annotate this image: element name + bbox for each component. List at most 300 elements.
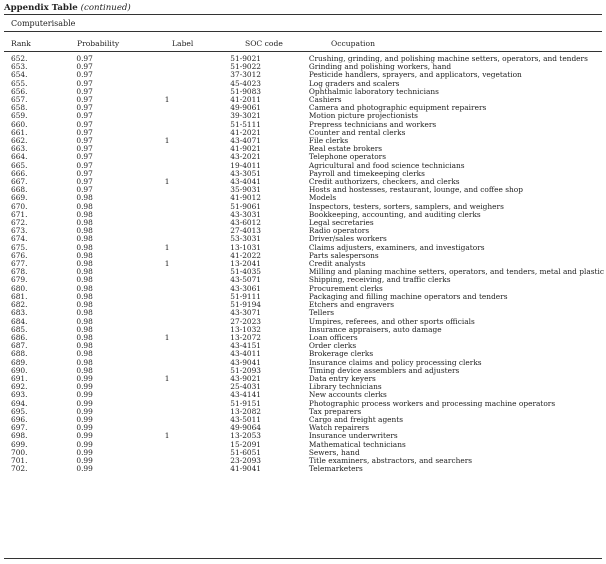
table-row bbox=[4, 449, 604, 457]
probability-cell: 0.98 bbox=[76, 300, 93, 310]
rank-cell: 661. bbox=[11, 127, 28, 137]
probability-cell: 0.99 bbox=[76, 455, 93, 465]
soc-code-cell: 43-5071 bbox=[230, 275, 262, 285]
table-row bbox=[4, 170, 604, 178]
probability-cell: 0.97 bbox=[76, 127, 93, 137]
occupation-cell: Ophthalmic laboratory technicians bbox=[308, 86, 439, 96]
occupation-cell: Watch repairers bbox=[308, 423, 370, 433]
soc-code-cell: 51-9151 bbox=[230, 398, 262, 408]
rank-cell: 698. bbox=[11, 431, 28, 441]
label-cell bbox=[161, 162, 231, 170]
table-row bbox=[4, 235, 604, 243]
soc-code-cell: 43-6012 bbox=[230, 218, 262, 228]
probability-cell: 0.98 bbox=[76, 193, 93, 203]
label-cell bbox=[161, 170, 231, 178]
occupation-cell: Models bbox=[308, 193, 337, 203]
rank-cell: 681. bbox=[11, 291, 28, 301]
rank-cell: 660. bbox=[11, 119, 28, 129]
label-cell bbox=[161, 424, 231, 432]
label-cell bbox=[161, 88, 231, 96]
probability-cell: 0.98 bbox=[76, 250, 93, 260]
label-cell bbox=[161, 342, 231, 350]
occupation-cell: Timing device assemblers and adjusters bbox=[308, 365, 460, 375]
label-cell bbox=[161, 186, 231, 194]
table-row bbox=[4, 145, 604, 153]
label-cell bbox=[161, 55, 231, 63]
label-cell: 1 bbox=[164, 259, 170, 269]
label-cell bbox=[161, 465, 231, 473]
label-cell: 1 bbox=[164, 242, 170, 252]
label-cell bbox=[161, 293, 231, 301]
table-row bbox=[4, 400, 604, 408]
rank-cell: 655. bbox=[11, 78, 28, 88]
header-rule bbox=[4, 51, 602, 52]
table-row bbox=[4, 137, 604, 145]
label-cell bbox=[161, 367, 231, 375]
table-row bbox=[4, 162, 604, 170]
rank-cell: 680. bbox=[11, 283, 28, 293]
table-row bbox=[4, 441, 604, 449]
probability-cell: 0.98 bbox=[76, 324, 93, 334]
occupation-cell: Claims adjusters, examiners, and investigators bbox=[308, 242, 485, 252]
appendix-table bbox=[4, 55, 604, 473]
soc-code-cell: 19-4011 bbox=[230, 160, 262, 170]
rank-cell: 690. bbox=[11, 365, 28, 375]
label-cell bbox=[161, 383, 231, 391]
table-row bbox=[4, 408, 604, 416]
table-row bbox=[4, 301, 604, 309]
table-row bbox=[4, 244, 604, 252]
occupation-cell: Mathematical technicians bbox=[308, 439, 406, 449]
probability-cell: 0.97 bbox=[76, 177, 93, 187]
table-row bbox=[4, 104, 604, 112]
probability-cell: 0.97 bbox=[76, 168, 93, 178]
rank-cell: 662. bbox=[11, 136, 28, 146]
table-row bbox=[4, 203, 604, 211]
rank-cell: 654. bbox=[11, 70, 28, 80]
rank-cell: 682. bbox=[11, 300, 28, 310]
soc-code-cell: 23-2093 bbox=[230, 455, 262, 465]
label-cell bbox=[161, 391, 231, 399]
occupation-cell: Title examiners, abstractors, and searchers bbox=[308, 455, 473, 465]
occupation-cell: Grinding and polishing workers, hand bbox=[308, 62, 452, 72]
table-title bbox=[4, 3, 131, 13]
rank-cell: 678. bbox=[11, 267, 28, 277]
probability-cell: 0.98 bbox=[76, 308, 93, 318]
soc-code-cell: 43-9041 bbox=[230, 357, 262, 367]
probability-cell: 0.97 bbox=[76, 54, 93, 63]
rank-cell: 689. bbox=[11, 357, 28, 367]
occupation-cell: Library technicians bbox=[308, 382, 382, 392]
probability-cell: 0.98 bbox=[76, 365, 93, 375]
label-cell bbox=[161, 235, 231, 243]
rank-cell: 672. bbox=[11, 218, 28, 228]
rank-cell: 675. bbox=[11, 242, 28, 252]
probability-cell: 0.98 bbox=[76, 275, 93, 285]
rank-cell: 657. bbox=[11, 95, 28, 105]
subtitle-rule bbox=[4, 31, 602, 32]
occupation-cell: Insurance appraisers, auto damage bbox=[308, 324, 442, 334]
soc-code-cell: 37-3012 bbox=[230, 70, 262, 80]
probability-cell: 0.97 bbox=[76, 152, 93, 162]
soc-code-cell: 25-4031 bbox=[230, 382, 262, 392]
table-row bbox=[4, 112, 604, 120]
soc-code-cell: 51-4035 bbox=[230, 267, 262, 277]
rank-cell: 652. bbox=[11, 54, 28, 63]
label-cell bbox=[161, 416, 231, 424]
soc-code-cell: 13-2053 bbox=[230, 431, 262, 441]
probability-cell: 0.99 bbox=[76, 390, 93, 400]
label-cell bbox=[161, 400, 231, 408]
label-cell: 1 bbox=[164, 373, 170, 383]
table-row bbox=[4, 424, 604, 432]
table-row bbox=[4, 129, 604, 137]
soc-code-cell: 41-9041 bbox=[230, 464, 262, 474]
soc-code-cell: 51-9111 bbox=[230, 291, 262, 301]
table-row bbox=[4, 211, 604, 219]
rank-cell: 700. bbox=[11, 447, 28, 457]
rank-cell: 664. bbox=[11, 152, 28, 162]
occupation-cell: New accounts clerks bbox=[308, 390, 387, 400]
occupation-cell: Credit authorizers, checkers, and clerks bbox=[308, 177, 460, 187]
soc-code-cell: 43-3051 bbox=[230, 168, 262, 178]
label-cell bbox=[161, 252, 231, 260]
soc-code-cell: 13-2041 bbox=[230, 259, 262, 269]
table-row bbox=[4, 71, 604, 79]
soc-code-cell: 39-3021 bbox=[230, 111, 262, 121]
label-cell bbox=[161, 408, 231, 416]
occupation-cell: Motion picture projectionists bbox=[308, 111, 418, 121]
rank-cell: 653. bbox=[11, 62, 28, 72]
occupation-cell: Milling and planing machine setters, operators, and tenders, metal and plastic bbox=[308, 267, 604, 277]
table-row bbox=[4, 252, 604, 260]
rank-cell: 692. bbox=[11, 382, 28, 392]
rank-cell: 699. bbox=[11, 439, 28, 449]
soc-code-cell: 43-3071 bbox=[230, 308, 262, 318]
table-row bbox=[4, 457, 604, 465]
label-cell bbox=[161, 449, 231, 457]
label-cell bbox=[161, 153, 231, 161]
table-row bbox=[4, 432, 604, 440]
label-cell bbox=[161, 457, 231, 465]
probability-cell: 0.99 bbox=[76, 406, 93, 416]
probability-cell: 0.97 bbox=[76, 160, 93, 170]
probability-cell: 0.97 bbox=[76, 95, 93, 105]
occupation-cell: Cashiers bbox=[308, 95, 342, 105]
probability-cell: 0.98 bbox=[76, 209, 93, 219]
soc-code-cell: 13-2082 bbox=[230, 406, 262, 416]
occupation-cell: Insurance claims and policy processing clerks bbox=[308, 357, 482, 367]
occupation-cell: Procurement clerks bbox=[308, 283, 383, 293]
occupation-cell: Hosts and hostesses, restaurant, lounge, and coffee shop bbox=[308, 185, 523, 195]
soc-code-cell: 49-9061 bbox=[230, 103, 262, 113]
probability-cell: 0.98 bbox=[76, 283, 93, 293]
section-subtitle: Computerisable bbox=[11, 19, 76, 28]
occupation-cell: Log graders and scalers bbox=[308, 78, 400, 88]
occupation-cell: Driver/sales workers bbox=[308, 234, 387, 244]
rank-cell: 702. bbox=[11, 464, 28, 474]
occupation-cell: Insurance underwriters bbox=[308, 431, 398, 441]
label-cell bbox=[161, 121, 231, 129]
top-rule bbox=[4, 14, 602, 15]
soc-code-cell: 51-2093 bbox=[230, 365, 262, 375]
label-cell bbox=[161, 441, 231, 449]
probability-cell: 0.99 bbox=[76, 423, 93, 433]
label-cell bbox=[161, 285, 231, 293]
rank-cell: 677. bbox=[11, 259, 28, 269]
probability-cell: 0.99 bbox=[76, 439, 93, 449]
probability-cell: 0.98 bbox=[76, 242, 93, 252]
label-cell: 1 bbox=[164, 332, 170, 342]
occupation-cell: Etchers and engravers bbox=[308, 300, 395, 310]
table-row bbox=[4, 375, 604, 383]
occupation-cell: Bookkeeping, accounting, and auditing clerks bbox=[308, 209, 481, 219]
probability-cell: 0.99 bbox=[76, 382, 93, 392]
occupation-cell: Shipping, receiving, and traffic clerks bbox=[308, 275, 451, 285]
table-row bbox=[4, 342, 604, 350]
table-row bbox=[4, 88, 604, 96]
header-soc-code: SOC code bbox=[245, 39, 283, 48]
soc-code-cell: 43-2021 bbox=[230, 152, 262, 162]
label-cell bbox=[161, 350, 231, 358]
table-row bbox=[4, 334, 604, 342]
header-rank: Rank bbox=[11, 39, 31, 48]
rank-cell: 693. bbox=[11, 390, 28, 400]
occupation-cell: Legal secretaries bbox=[308, 218, 374, 228]
rank-cell: 683. bbox=[11, 308, 28, 318]
label-cell bbox=[161, 359, 231, 367]
table-row bbox=[4, 359, 604, 367]
occupation-cell: Crushing, grinding, and polishing machine setters, operators, and tenders bbox=[308, 54, 588, 63]
probability-cell: 0.98 bbox=[76, 234, 93, 244]
soc-code-cell: 41-9021 bbox=[230, 144, 262, 154]
label-cell bbox=[161, 227, 231, 235]
label-cell bbox=[161, 145, 231, 153]
soc-code-cell: 13-2072 bbox=[230, 332, 262, 342]
probability-cell: 0.98 bbox=[76, 291, 93, 301]
probability-cell: 0.97 bbox=[76, 136, 93, 146]
probability-cell: 0.98 bbox=[76, 349, 93, 359]
rank-cell: 669. bbox=[11, 193, 28, 203]
occupation-cell: Prepress technicians and workers bbox=[308, 119, 437, 129]
occupation-cell: Loan officers bbox=[308, 332, 358, 342]
soc-code-cell: 51-5111 bbox=[230, 119, 262, 129]
table-row bbox=[4, 416, 604, 424]
soc-code-cell: 51-9083 bbox=[230, 86, 262, 96]
occupation-cell: Radio operators bbox=[308, 226, 370, 236]
label-cell bbox=[161, 268, 231, 276]
label-cell bbox=[161, 104, 231, 112]
occupation-cell: Tax preparers bbox=[308, 406, 362, 416]
rank-cell: 670. bbox=[11, 201, 28, 211]
probability-cell: 0.99 bbox=[76, 464, 93, 474]
rank-cell: 658. bbox=[11, 103, 28, 113]
header-probability: Probability bbox=[77, 39, 120, 48]
label-cell bbox=[161, 194, 231, 202]
rank-cell: 676. bbox=[11, 250, 28, 260]
soc-code-cell: 41-2022 bbox=[230, 250, 262, 260]
soc-code-cell: 41-9012 bbox=[230, 193, 262, 203]
probability-cell: 0.97 bbox=[76, 144, 93, 154]
probability-cell: 0.97 bbox=[76, 70, 93, 80]
soc-code-cell: 13-1032 bbox=[230, 324, 262, 334]
occupation-cell: Counter and rental clerks bbox=[308, 127, 406, 137]
probability-cell: 0.99 bbox=[76, 373, 93, 383]
table-row bbox=[4, 465, 604, 473]
soc-code-cell: 43-4071 bbox=[230, 136, 262, 146]
rank-cell: 701. bbox=[11, 455, 28, 465]
occupation-cell: Order clerks bbox=[308, 341, 357, 351]
rank-cell: 696. bbox=[11, 414, 28, 424]
probability-cell: 0.97 bbox=[76, 86, 93, 96]
occupation-cell: Telemarketers bbox=[308, 464, 363, 474]
table-row bbox=[4, 285, 604, 293]
rank-cell: 663. bbox=[11, 144, 28, 154]
table-row bbox=[4, 293, 604, 301]
soc-code-cell: 53-3031 bbox=[230, 234, 262, 244]
probability-cell: 0.97 bbox=[76, 103, 93, 113]
probability-cell: 0.98 bbox=[76, 341, 93, 351]
table-row bbox=[4, 194, 604, 202]
soc-code-cell: 43-3061 bbox=[230, 283, 262, 293]
soc-code-cell: 51-9061 bbox=[230, 201, 262, 211]
rank-cell: 668. bbox=[11, 185, 28, 195]
probability-cell: 0.98 bbox=[76, 332, 93, 342]
soc-code-cell: 51-9022 bbox=[230, 62, 262, 72]
bottom-rule bbox=[4, 558, 602, 559]
rank-cell: 686. bbox=[11, 332, 28, 342]
rank-cell: 697. bbox=[11, 423, 28, 433]
soc-code-cell: 15-2091 bbox=[230, 439, 262, 449]
label-cell bbox=[161, 80, 231, 88]
rank-cell: 695. bbox=[11, 406, 28, 416]
label-cell bbox=[161, 129, 231, 137]
table-body bbox=[4, 55, 604, 473]
occupation-cell: Cargo and freight agents bbox=[308, 414, 404, 424]
label-cell bbox=[161, 318, 231, 326]
table-row bbox=[4, 367, 604, 375]
probability-cell: 0.97 bbox=[76, 185, 93, 195]
rank-cell: 671. bbox=[11, 209, 28, 219]
soc-code-cell: 43-9021 bbox=[230, 373, 262, 383]
rank-cell: 673. bbox=[11, 226, 28, 236]
table-row bbox=[4, 276, 604, 284]
soc-code-cell: 27-2023 bbox=[230, 316, 262, 326]
rank-cell: 674. bbox=[11, 234, 28, 244]
occupation-cell: Camera and photographic equipment repairers bbox=[308, 103, 487, 113]
probability-cell: 0.98 bbox=[76, 226, 93, 236]
label-cell bbox=[161, 112, 231, 120]
occupation-cell: Photographic process workers and processing machine operators bbox=[308, 398, 556, 408]
table-row bbox=[4, 121, 604, 129]
table-row bbox=[4, 309, 604, 317]
soc-code-cell: 45-4023 bbox=[230, 78, 262, 88]
table-row bbox=[4, 383, 604, 391]
probability-cell: 0.98 bbox=[76, 316, 93, 326]
rank-cell: 667. bbox=[11, 177, 28, 187]
occupation-cell: Data entry keyers bbox=[308, 373, 376, 383]
occupation-cell: Payroll and timekeeping clerks bbox=[308, 168, 425, 178]
occupation-cell: File clerks bbox=[308, 136, 349, 146]
occupation-cell: Telephone operators bbox=[308, 152, 386, 162]
soc-code-cell: 35-9031 bbox=[230, 185, 262, 195]
soc-code-cell: 49-9064 bbox=[230, 423, 262, 433]
rank-cell: 656. bbox=[11, 86, 28, 96]
occupation-cell: Pesticide handlers, sprayers, and applicators, vegetation bbox=[308, 70, 522, 80]
label-cell: 1 bbox=[164, 431, 170, 441]
label-cell: 1 bbox=[164, 136, 170, 146]
table-row bbox=[4, 186, 604, 194]
occupation-cell: Parts salespersons bbox=[308, 250, 379, 260]
label-cell: 1 bbox=[164, 95, 170, 105]
occupation-cell: Umpires, referees, and other sports officials bbox=[308, 316, 475, 326]
label-cell bbox=[161, 326, 231, 334]
soc-code-cell: 51-9021 bbox=[230, 54, 262, 63]
occupation-cell: Inspectors, testers, sorters, samplers, and weighers bbox=[308, 201, 504, 211]
label-cell bbox=[161, 203, 231, 211]
rank-cell: 687. bbox=[11, 341, 28, 351]
probability-cell: 0.98 bbox=[76, 267, 93, 277]
occupation-cell: Packaging and filling machine operators and tenders bbox=[308, 291, 508, 301]
label-cell bbox=[161, 211, 231, 219]
occupation-cell: Tellers bbox=[308, 308, 335, 318]
table-row bbox=[4, 350, 604, 358]
label-cell bbox=[161, 63, 231, 71]
label-cell bbox=[161, 309, 231, 317]
probability-cell: 0.97 bbox=[76, 111, 93, 121]
probability-cell: 0.99 bbox=[76, 447, 93, 457]
occupation-cell: Sewers, hand bbox=[308, 447, 360, 457]
occupation-cell: Brokerage clerks bbox=[308, 349, 374, 359]
probability-cell: 0.98 bbox=[76, 218, 93, 228]
table-row bbox=[4, 326, 604, 334]
soc-code-cell: 51-9194 bbox=[230, 300, 262, 310]
header-occupation: Occupation bbox=[331, 39, 375, 48]
soc-code-cell: 41-2021 bbox=[230, 127, 262, 137]
occupation-cell: Real estate brokers bbox=[308, 144, 383, 154]
soc-code-cell: 43-3031 bbox=[230, 209, 262, 219]
probability-cell: 0.98 bbox=[76, 259, 93, 269]
rank-cell: 684. bbox=[11, 316, 28, 326]
label-cell bbox=[161, 71, 231, 79]
rank-cell: 685. bbox=[11, 324, 28, 334]
soc-code-cell: 43-4011 bbox=[230, 349, 262, 359]
label-cell bbox=[161, 301, 231, 309]
label-cell bbox=[161, 219, 231, 227]
table-title-suffix: (continued) bbox=[80, 3, 131, 13]
soc-code-cell: 43-5011 bbox=[230, 414, 262, 424]
rank-cell: 665. bbox=[11, 160, 28, 170]
soc-code-cell: 51-6051 bbox=[230, 447, 262, 457]
soc-code-cell: 43-4151 bbox=[230, 341, 262, 351]
probability-cell: 0.98 bbox=[76, 201, 93, 211]
label-cell bbox=[161, 276, 231, 284]
probability-cell: 0.97 bbox=[76, 78, 93, 88]
probability-cell: 0.99 bbox=[76, 398, 93, 408]
soc-code-cell: 41-2011 bbox=[230, 95, 262, 105]
table-row bbox=[4, 96, 604, 104]
rank-cell: 691. bbox=[11, 373, 28, 383]
label-cell: 1 bbox=[164, 177, 170, 187]
table-row bbox=[4, 318, 604, 326]
rank-cell: 666. bbox=[11, 168, 28, 178]
soc-code-cell: 27-4013 bbox=[230, 226, 262, 236]
probability-cell: 0.97 bbox=[76, 119, 93, 129]
soc-code-cell: 43-4041 bbox=[230, 177, 262, 187]
table-row bbox=[4, 219, 604, 227]
probability-cell: 0.97 bbox=[76, 62, 93, 72]
rank-cell: 688. bbox=[11, 349, 28, 359]
